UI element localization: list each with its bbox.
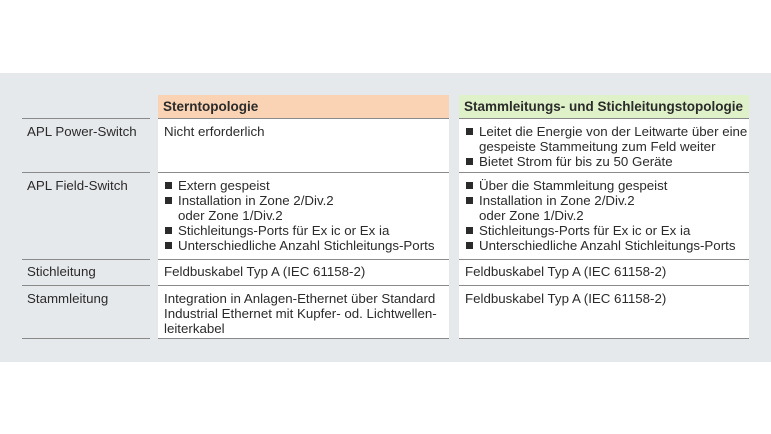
spur-trunk-cell: Feldbuskabel Typ A (IEC 61158-2) <box>465 264 667 279</box>
row-divider <box>158 259 449 260</box>
row-divider <box>459 172 749 173</box>
bullet-square-icon <box>466 242 473 249</box>
row-divider <box>158 338 449 339</box>
bullet-square-icon <box>165 197 172 204</box>
trunk-line-star-cell: Integration in Anlagen-Ethernet über Standard Industrial Ethernet mit Kupfer- od. Lichtwellen- leiterkabel <box>164 291 437 336</box>
list-item: Stichleitungs-Ports für Ex ic or Ex ia <box>164 223 434 238</box>
row-divider <box>22 338 150 339</box>
row-divider <box>158 285 449 286</box>
field-switch-trunk-cell <box>465 178 735 253</box>
row-label-field-switch: APL Field-Switch <box>27 178 128 193</box>
row-divider <box>459 118 749 119</box>
bullet-square-icon <box>466 158 473 165</box>
bullet-square-icon <box>466 128 473 135</box>
row-divider <box>22 172 150 173</box>
list-item: Extern gespeist <box>164 178 434 193</box>
row-divider <box>22 118 150 119</box>
list-item: Über die Stammleitung gespeist <box>465 178 735 193</box>
row-divider <box>158 172 449 173</box>
list-item: Installation in Zone 2/Div.2 oder Zone 1/Div.2 <box>164 193 434 223</box>
header-trunk-spur-topology: Stammleitungs- und Stichleitungstopologie <box>459 95 749 118</box>
bullet-square-icon <box>165 227 172 234</box>
spur-star-cell: Feldbuskabel Typ A (IEC 61158-2) <box>164 264 366 279</box>
list-item: Leitet die Energie von der Leitwarte über eine gespeiste Stammeitung zum Feld weiter <box>465 124 747 154</box>
bullet-square-icon <box>165 182 172 189</box>
row-divider <box>22 259 150 260</box>
list-item: Stichleitungs-Ports für Ex ic or Ex ia <box>465 223 735 238</box>
bullet-square-icon <box>466 227 473 234</box>
bullet-square-icon <box>165 242 172 249</box>
trunk-line-trunk-cell: Feldbuskabel Typ A (IEC 61158-2) <box>465 291 667 306</box>
bullet-square-icon <box>466 182 473 189</box>
power-switch-trunk-cell <box>465 124 747 169</box>
field-switch-star-cell <box>164 178 434 253</box>
list-item: Unterschiedliche Anzahl Stichleitungs-Ports <box>465 238 735 253</box>
row-label-trunk-line: Stammleitung <box>27 291 109 306</box>
bullet-square-icon <box>466 197 473 204</box>
row-divider <box>22 285 150 286</box>
row-divider <box>158 118 449 119</box>
row-divider <box>459 259 749 260</box>
list-item: Installation in Zone 2/Div.2 oder Zone 1/Div.2 <box>465 193 735 223</box>
row-divider <box>459 285 749 286</box>
header-star-topology: Sterntopologie <box>158 95 449 118</box>
list-item: Unterschiedliche Anzahl Stichleitungs-Ports <box>164 238 434 253</box>
row-label-power-switch: APL Power-Switch <box>27 124 137 139</box>
power-switch-star-cell: Nicht erforderlich <box>164 124 265 139</box>
list-item: Bietet Strom für bis zu 50 Geräte <box>465 154 747 169</box>
row-label-spur: Stichleitung <box>27 264 96 279</box>
row-divider <box>459 338 749 339</box>
